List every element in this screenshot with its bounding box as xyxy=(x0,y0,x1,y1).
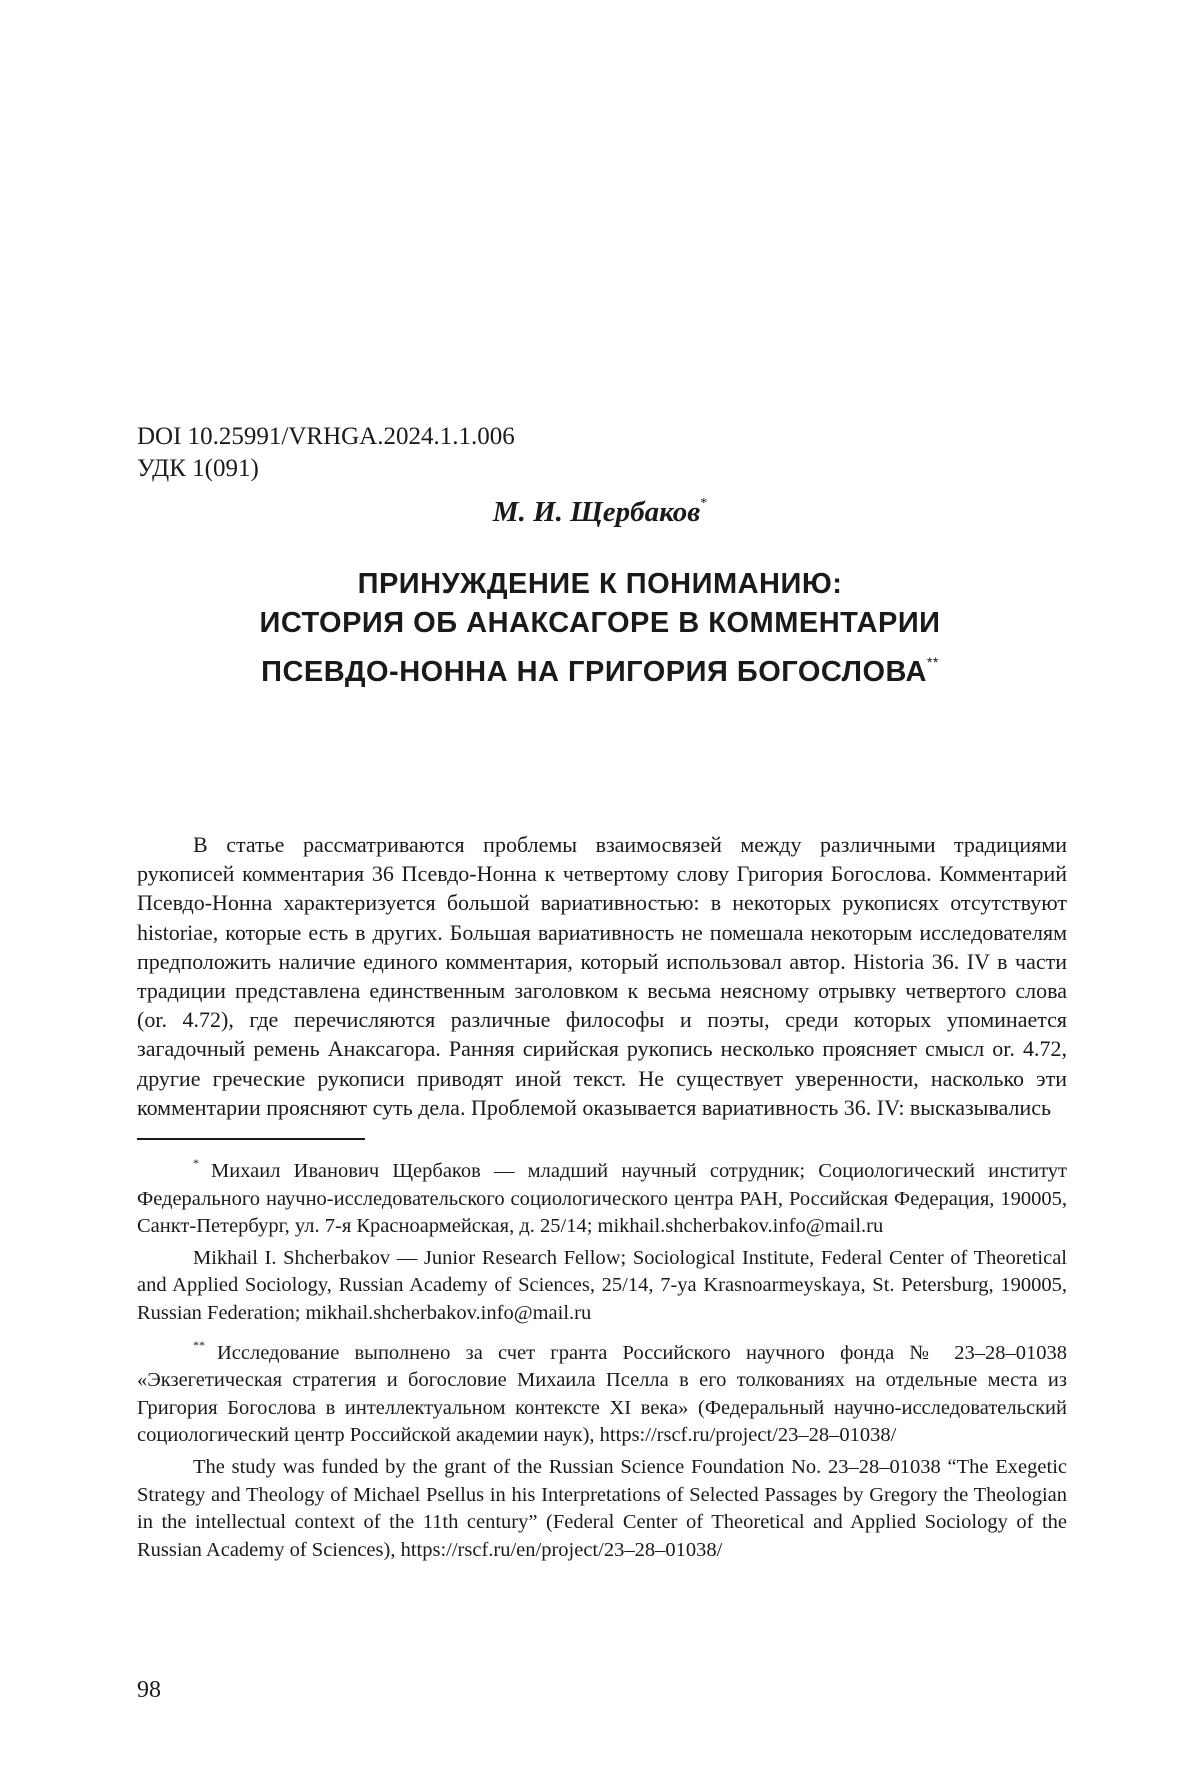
footnotes xyxy=(137,1150,1067,1564)
title-line-3 xyxy=(0,643,1200,692)
author-footnote-mark: * xyxy=(700,496,708,511)
footnote-author-en xyxy=(137,1245,1067,1328)
footnote-text: Mikhail I. Shcherbakov — Junior Research Fellow; Sociological Institute, Federal Center of Theoretical and Applied Sociology, Russian Academy of Sciences, 25/14, 7-ya Krasnoarmeyskaya, St. Petersburg, 190005, Russian Federation; mikhail.shcherbakov.info@mail.ru xyxy=(137,1246,1067,1324)
footnote-text: Исследование выполнено за счет гранта Российского научного фонда № 23–28–01038 «Экзегетическая стратегия и богословие Михаила Пселла в его толкованиях на отдельные места из Григория Богослова в интеллектуальном контексте XI века» (Федеральный научно-исследовательский социологический центр Российской академии наук), https://rscf.ru/project/23–28–01038/ xyxy=(137,1341,1067,1447)
title-line-3-text: ПСЕВДО-НОННА НА ГРИГОРИЯ БОГОСЛОВА xyxy=(261,656,927,688)
footnote-separator xyxy=(137,1138,365,1140)
title-line-2: ИСТОРИЯ ОБ АНАКСАГОРЕ В КОММЕНТАРИИ xyxy=(259,607,941,639)
footnote-grant-ru xyxy=(137,1332,1067,1450)
page-number: 98 xyxy=(137,1677,161,1703)
doi-line: DOI 10.25991/VRHGA.2024.1.1.006 xyxy=(137,423,515,450)
title-line-1: ПРИНУЖДЕНИЕ К ПОНИМАНИЮ: xyxy=(357,568,843,600)
footnote-text: The study was funded by the grant of the Russian Science Foundation No. 23–28–01038 “The Exegetic Strategy and Theology of Michael Psellus in his Interpretations of Selected Passages by Gregory the Theologian in the intellectual context of the 11th century” (Federal Center of Theoretical and Applied Sociology of the Russian Academy of Sciences), https://rscf.ru/en/project/23–28–01038/ xyxy=(137,1455,1067,1561)
title-footnote-mark: ** xyxy=(926,654,939,670)
article-title xyxy=(0,565,1200,692)
footnote-text: Михаил Иванович Щербаков — младший научный сотрудник; Социологический институт Федерального научно-исследовательского социологического центра РАН, Российская Федерация, 190005, Санкт-Петербург, ул. 7-я Красноармейская, д. 25/14; mikhail.shcherbakov.info@mail.ru xyxy=(137,1160,1067,1238)
footnote-grant-en xyxy=(137,1454,1067,1564)
udc-line: УДК 1(091) xyxy=(137,455,259,482)
footnote-mark: ** xyxy=(193,1337,205,1352)
abstract-paragraph: В статье рассматриваются проблемы взаимосвязей между различными традициями рукописей комментария 36 Псевдо-Нонна к четвертому слову Григория Богослова. Комментарий Псевдо-Нонна характеризуется большой вариативностью: в некоторых рукописях отсутствуют historiae, которые есть в других. Большая вариативность не помешала некоторым исследователям предположить наличие единого комментария, который использовал автор. Historia 36. IV в части традиции представлена единственным заголовком к весьма неясному отрывку четвертого слова (or. 4.72), где перечисляются различные философы и поэты, среди которых упоминается загадочный ремень Анаксагора. Ранняя сирийская рукопись несколько проясняет смысл or. 4.72, другие греческие рукописи приводят иной текст. Не существует уверенности, насколько эти комментарии проясняют суть дела. Проблемой оказывается вариативность 36. IV: высказывались xyxy=(137,832,1067,1120)
footnote-mark: * xyxy=(193,1156,199,1170)
author-name-text: М. И. Щербаков xyxy=(492,496,701,528)
author-name xyxy=(0,486,1200,530)
footnote-author-ru xyxy=(137,1150,1067,1241)
